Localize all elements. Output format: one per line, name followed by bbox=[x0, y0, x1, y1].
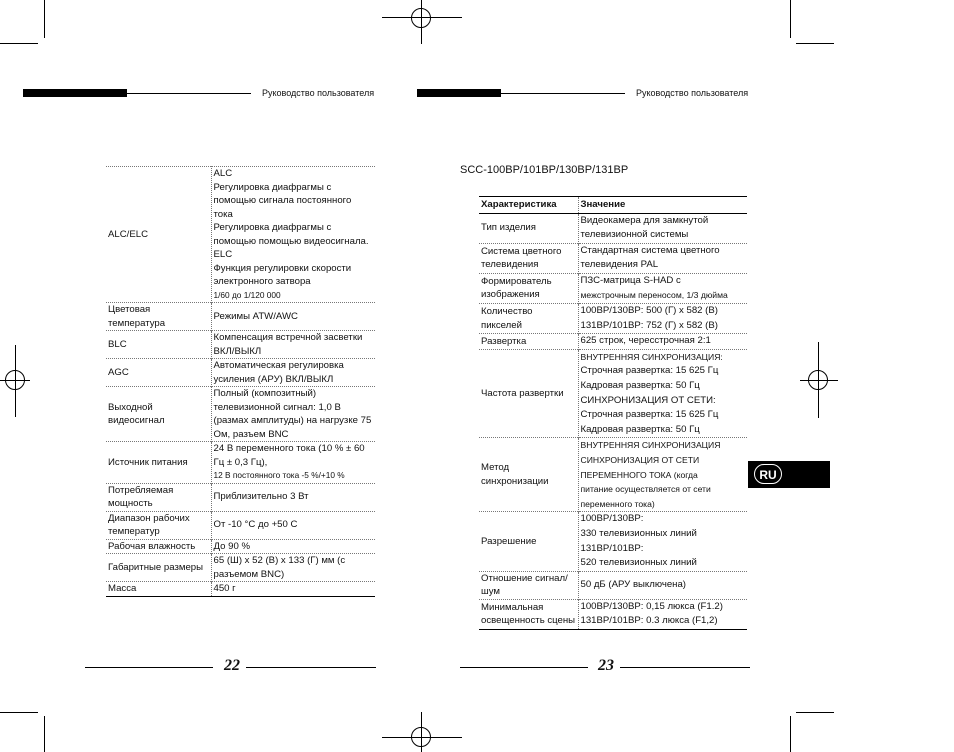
spec-key: Формирователь изображения bbox=[479, 273, 578, 303]
spec-value bbox=[578, 304, 747, 334]
spec-value-line: переменного тока) bbox=[580, 498, 655, 509]
spec-key: Количество пикселей bbox=[479, 304, 578, 334]
spec-value-line: 24 В переменного тока (10 % ± 60 Гц ± 0,3 Гц), bbox=[213, 443, 365, 468]
table-row bbox=[106, 359, 375, 387]
spec-key: Отношение сигнал/шум bbox=[479, 571, 578, 599]
spec-key: Диапазон рабочих температур bbox=[106, 511, 211, 539]
table-row bbox=[479, 243, 747, 273]
spec-value bbox=[578, 213, 747, 243]
spec-key: Тип изделия bbox=[479, 213, 578, 243]
spec-value-note: 12 В постоянного тока -5 %/+10 % bbox=[213, 470, 345, 480]
table-row bbox=[106, 511, 375, 539]
table-row bbox=[106, 582, 375, 597]
header-bar bbox=[417, 89, 501, 97]
spec-value-line: Функция регулировки скорости электронного затвора bbox=[213, 262, 352, 287]
table-header-row bbox=[479, 197, 747, 214]
spec-key: Цветовая температура bbox=[106, 303, 211, 331]
spec-value bbox=[211, 511, 375, 539]
spec-key: Рабочая влажность bbox=[106, 539, 211, 554]
table-row bbox=[479, 273, 747, 303]
column-header-characteristic: Характеристика bbox=[479, 197, 578, 214]
spec-key: Частота развертки bbox=[479, 349, 578, 438]
spec-value bbox=[578, 273, 747, 303]
spec-value-line: ELC bbox=[213, 249, 233, 260]
spec-key: Минимальная освещенность сцены bbox=[479, 599, 578, 629]
spec-value-line: ПЗС-матрица S-HAD с bbox=[580, 274, 681, 286]
spec-value bbox=[578, 512, 747, 571]
table-row bbox=[479, 571, 747, 599]
crop-mark bbox=[790, 716, 791, 752]
table-row bbox=[106, 303, 375, 331]
footer-rule bbox=[246, 667, 376, 668]
table-row bbox=[106, 331, 375, 359]
spec-value-line: СИНХРОНИЗАЦИЯ ОТ СЕТИ bbox=[580, 455, 700, 465]
spec-value-line: телевизионной системы bbox=[580, 229, 689, 241]
table-row bbox=[479, 213, 747, 243]
spec-value-line: ПЕРЕМЕННОГО ТОКА (когда bbox=[580, 469, 698, 480]
spec-key: Развертка bbox=[479, 334, 578, 350]
spec-value bbox=[578, 243, 747, 273]
spec-value-line: ВНУТРЕННЯЯ СИНХРОНИЗАЦИЯ bbox=[580, 440, 721, 451]
spec-value-line: 50 дБ (АРУ выключена) bbox=[580, 578, 686, 590]
spec-value-line: Строчная развертка: 15 625 Гц bbox=[580, 365, 719, 377]
model-title: SCC-100BP/101BP/130BP/131BP bbox=[460, 164, 629, 176]
spec-value-line: Кадровая развертка: 50 Гц bbox=[580, 380, 700, 392]
page-number-right: 23 bbox=[598, 657, 614, 674]
spec-value bbox=[578, 349, 747, 438]
table-row bbox=[106, 554, 375, 582]
spec-key: Система цветного телевидения bbox=[479, 243, 578, 273]
spec-key: Источник питания bbox=[106, 442, 211, 484]
table-row bbox=[106, 387, 375, 442]
header-title-left: Руководство пользователя bbox=[262, 88, 375, 98]
crop-mark bbox=[0, 712, 38, 713]
spec-value-line: 100BP/130BP: 500 (Г) x 582 (В) bbox=[580, 305, 718, 317]
spec-value bbox=[211, 483, 375, 511]
crop-mark bbox=[44, 716, 45, 752]
spec-value-line: От -10 °C до +50 C bbox=[213, 519, 298, 531]
header-bar bbox=[23, 89, 127, 97]
spec-value-line: 100BP/130BP: 0,15 люкса (F1.2) bbox=[580, 600, 723, 612]
spec-value-line: ALC bbox=[213, 168, 233, 179]
crop-mark bbox=[44, 0, 45, 38]
spec-key: BLC bbox=[106, 331, 211, 359]
spec-value bbox=[211, 539, 375, 554]
spec-key: Габаритные размеры bbox=[106, 554, 211, 582]
spec-value bbox=[211, 331, 375, 359]
spec-value-line: Кадровая развертка: 50 Гц bbox=[580, 423, 700, 435]
table-row bbox=[479, 349, 747, 438]
table-row bbox=[479, 512, 747, 571]
spec-key: ALC/ELC bbox=[106, 167, 211, 303]
footer-rule bbox=[620, 667, 750, 668]
registration-mark bbox=[808, 370, 828, 390]
header-rule bbox=[501, 93, 625, 94]
crop-mark bbox=[0, 43, 38, 44]
spec-value-line: 625 строк, чересстрочная 2:1 bbox=[580, 335, 711, 347]
table-row bbox=[106, 539, 375, 554]
spec-value bbox=[211, 359, 375, 387]
spec-value-line: Компенсация встречной засветки ВКЛ/ВЫКЛ bbox=[213, 332, 363, 357]
spec-table-right bbox=[479, 196, 747, 630]
spec-value-line: 131BP/101BP: 752 (Г) x 582 (В) bbox=[580, 319, 718, 331]
spec-value-line: Автоматическая регулировка усиления (АРУ) ВКЛ/ВЫКЛ bbox=[213, 360, 344, 385]
spec-value-line: Режимы ATW/AWC bbox=[213, 310, 298, 322]
spec-value bbox=[211, 387, 375, 442]
footer-rule bbox=[85, 667, 213, 668]
spec-value-line: Приблизительно 3 Вт bbox=[213, 491, 309, 503]
crop-mark bbox=[790, 0, 791, 38]
table-row bbox=[106, 167, 375, 303]
spec-value-line: 65 (Ш) x 52 (В) x 133 (Г) мм (с разъемом BNC) bbox=[213, 555, 346, 580]
spec-key: Разрешение bbox=[479, 512, 578, 571]
spec-key: Масса bbox=[106, 582, 211, 597]
table-row bbox=[479, 304, 747, 334]
spec-value-line: питание осуществляется от сети bbox=[580, 484, 711, 495]
registration-mark bbox=[5, 370, 25, 390]
spec-value bbox=[211, 303, 375, 331]
spec-value-line: Стандартная система цветного bbox=[580, 244, 720, 256]
spec-value-line: Видеокамера для замкнутой bbox=[580, 214, 709, 226]
spec-value bbox=[578, 571, 747, 599]
language-tab bbox=[748, 461, 830, 488]
column-header-value: Значение bbox=[578, 197, 747, 214]
crop-mark bbox=[796, 43, 834, 44]
table-row bbox=[479, 599, 747, 629]
spec-value-line: 100BP/130BP: bbox=[580, 513, 644, 525]
registration-mark bbox=[411, 727, 431, 747]
spec-value-line: Регулировка диафрагмы с помощью сигнала постоянного тока bbox=[213, 181, 352, 220]
spec-table-left bbox=[106, 166, 375, 597]
table-row bbox=[106, 442, 375, 484]
spec-value-line: 330 телевизионных линий bbox=[580, 527, 697, 539]
spec-value bbox=[211, 167, 375, 303]
spec-value-line: межстрочным переносом, 1/3 дюйма bbox=[580, 290, 728, 301]
spec-value bbox=[578, 438, 747, 512]
spec-value bbox=[211, 442, 375, 484]
page-number-left: 22 bbox=[224, 657, 240, 674]
crop-mark bbox=[796, 712, 834, 713]
spec-value-note: 1/60 до 1/120 000 bbox=[213, 289, 281, 300]
header-rule bbox=[127, 93, 251, 94]
table-row bbox=[479, 334, 747, 350]
spec-value bbox=[578, 599, 747, 629]
spec-key: AGC bbox=[106, 359, 211, 387]
spec-value-line: телевидения PAL bbox=[580, 259, 659, 271]
spec-value-line: До 90 % bbox=[213, 540, 250, 552]
spec-value-line: 131BP/101BP: 0.3 люкса (F1,2) bbox=[580, 615, 718, 627]
spec-key: Выходной видеосигнал bbox=[106, 387, 211, 442]
table-row bbox=[106, 483, 375, 511]
spec-key: Метод синхронизации bbox=[479, 438, 578, 512]
spec-value-line: 520 телевизионных линий bbox=[580, 557, 697, 569]
spec-value-line: 131BP/101BP: bbox=[580, 542, 644, 554]
spec-value bbox=[211, 582, 375, 597]
registration-mark bbox=[411, 8, 431, 28]
spec-value bbox=[211, 554, 375, 582]
spec-value-line: ВНУТРЕННЯЯ СИНХРОНИЗАЦИЯ: bbox=[580, 351, 723, 362]
spec-key: Потребляемая мощность bbox=[106, 483, 211, 511]
spec-value-line: Полный (композитный) телевизионной сигнал: 1,0 В (размах амплитуды) на нагрузке 75 Ом, разъем BNC bbox=[213, 388, 372, 440]
spec-value-line: Регулировка диафрагмы с помощью помощью видеосигнала. bbox=[213, 222, 369, 247]
header-title-right: Руководство пользователя bbox=[636, 88, 749, 98]
spec-value-line: 450 г bbox=[213, 583, 236, 594]
spec-value-line: СИНХРОНИЗАЦИЯ ОТ СЕТИ: bbox=[580, 394, 716, 406]
table-row bbox=[479, 438, 747, 512]
spec-value-line: Строчная развертка: 15 625 Гц bbox=[580, 409, 719, 421]
footer-rule bbox=[460, 667, 588, 668]
spec-value bbox=[578, 334, 747, 350]
language-badge: RU bbox=[754, 464, 782, 484]
